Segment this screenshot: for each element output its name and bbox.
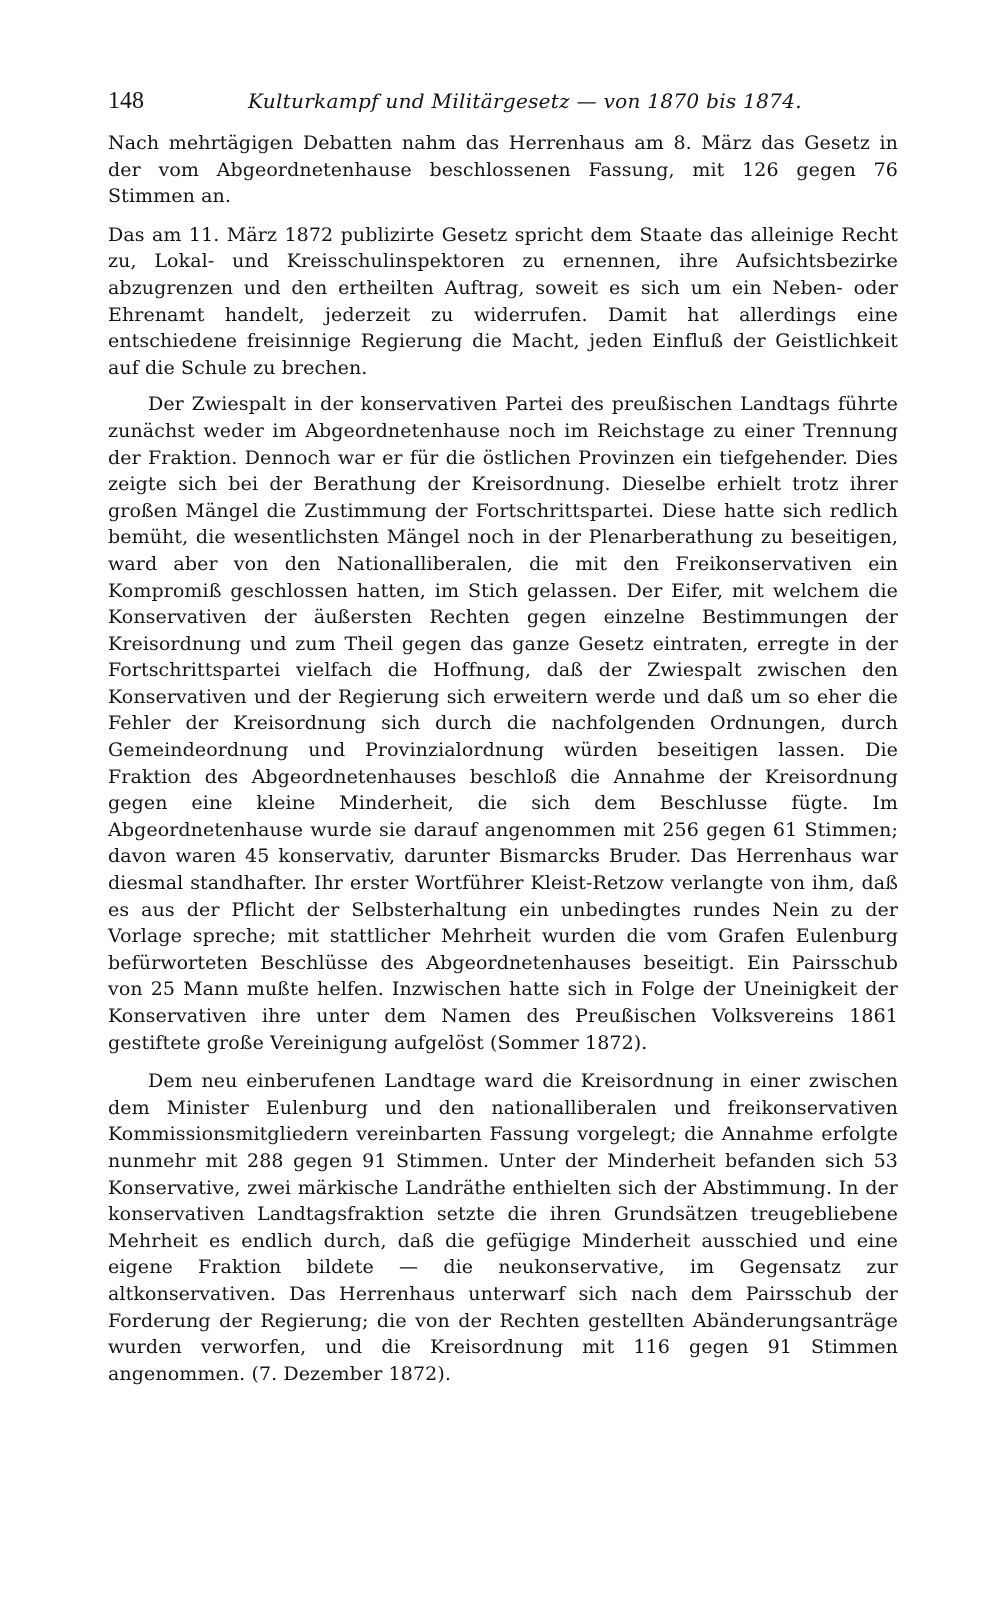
running-title: Kulturkampf und Militärgesetz — von 1870 bis 1874. (248, 89, 802, 113)
paragraph-1: Nach mehrtägigen Debatten nahm das Herrenhaus am 8. März das Gesetz in der vom Abgeordnetenhause beschlossenen Fassung, mit 126 gegen 76 Stimmen an. (108, 132, 898, 208)
book-page (108, 88, 898, 1387)
body-text (108, 130, 898, 1387)
paragraph-3: Der Zwiespalt in der konservativen Partei des preußischen Landtags führte zunächst weder im Abgeordnetenhause noch im Reichstage zu einer Trennung der Fraktion. Dennoch war er für die östlichen Provinzen ein tiefgehender. Dies zeigte sich bei der Berathung der Kreisordnung. Dieselbe erhielt trotz ihrer großen Mängel die Zustimmung der Fortschrittspartei. Diese hatte sich redlich bemüht, die wesentlichsten Mängel noch in der Plenarberathung zu beseitigen, ward aber von den Nationalliberalen, die mit den Freikonservativen ein Kompromiß geschlossen hatten, im Stich gelassen. Der Eifer, mit welchem die Konservativen der äußersten Rechten gegen einzelne Bestimmungen der Kreisordnung und zum Theil gegen das ganze Gesetz eintraten, erregte in der Fortschrittspartei vielfach die Hoffnung, daß der Zwiespalt zwischen den Konservativen und der Regierung sich erweitern werde und daß um so eher die Fehler der Kreisordnung sich durch die nachfolgenden Ordnungen, durch Gemeindeordnung und Provinzialordnung würden beseitigen lassen. Die Fraktion des Abgeordnetenhauses beschloß die Annahme der Kreisordnung gegen eine kleine Minderheit, die sich dem Beschlusse fügte. Im Abgeordnetenhause wurde sie darauf angenommen mit 256 gegen 61 Stimmen; davon waren 45 konservativ, darunter Bismarcks Bruder. Das Herrenhaus war diesmal standhafter. Ihr erster Wortführer Kleist-Retzow verlangte von ihm, daß es aus der Pflicht der Selbsterhaltung ein unbedingtes rundes Nein zu der Vorlage spreche; mit stattlicher Mehrheit wurden die vom Grafen Eulenburg befürworteten Beschlüsse des Abgeordnetenhauses beseitigt. Ein Pairsschub von 25 Mann mußte helfen. Inzwischen hatte sich in Folge der Uneinigkeit der Konservativen ihre unter dem Namen des Preußischen Volksvereins 1861 gestiftete große Vereinigung aufgelöst (Sommer 1872). (108, 393, 898, 1054)
running-head (108, 88, 898, 124)
page-number: 148 (108, 88, 144, 114)
paragraph-4: Dem neu einberufenen Landtage ward die Kreisordnung in einer zwischen dem Minister Eulenburg und den nationalliberalen und freikonservativen Kommissionsmitgliedern vereinbarten Fassung vorgelegt; die Annahme erfolgte nunmehr mit 288 gegen 91 Stimmen. Unter der Minderheit befanden sich 53 Konservative, zwei märkische Landräthe enthielten sich der Abstimmung. In der konservativen Landtagsfraktion setzte die ihren Grundsätzen treugebliebene Mehrheit es endlich durch, daß die gefügige Minderheit ausschied und eine eigene Fraktion bildete — die neukonservative, im Gegensatz zur altkonservativen. Das Herrenhaus unterwarf sich nach dem Pairsschub der Forderung der Regierung; die von der Rechten gestellten Abänderungsanträge wurden verworfen, und die Kreisordnung mit 116 gegen 91 Stimmen angenommen. (7. Dezember 1872). (108, 1070, 898, 1385)
paragraph-2: Das am 11. März 1872 publizirte Gesetz spricht dem Staate das alleinige Recht zu, Lokal- und Kreisschulinspektoren zu ernennen, ihre Aufsichtsbezirke abzugrenzen und den ertheilten Auftrag, soweit es sich um ein Neben- oder Ehrenamt handelt, jederzeit zu widerrufen. Damit hat allerdings eine entschiedene freisinnige Regierung die Macht, jeden Einfluß der Geistlichkeit auf die Schule zu brechen. (108, 223, 898, 379)
